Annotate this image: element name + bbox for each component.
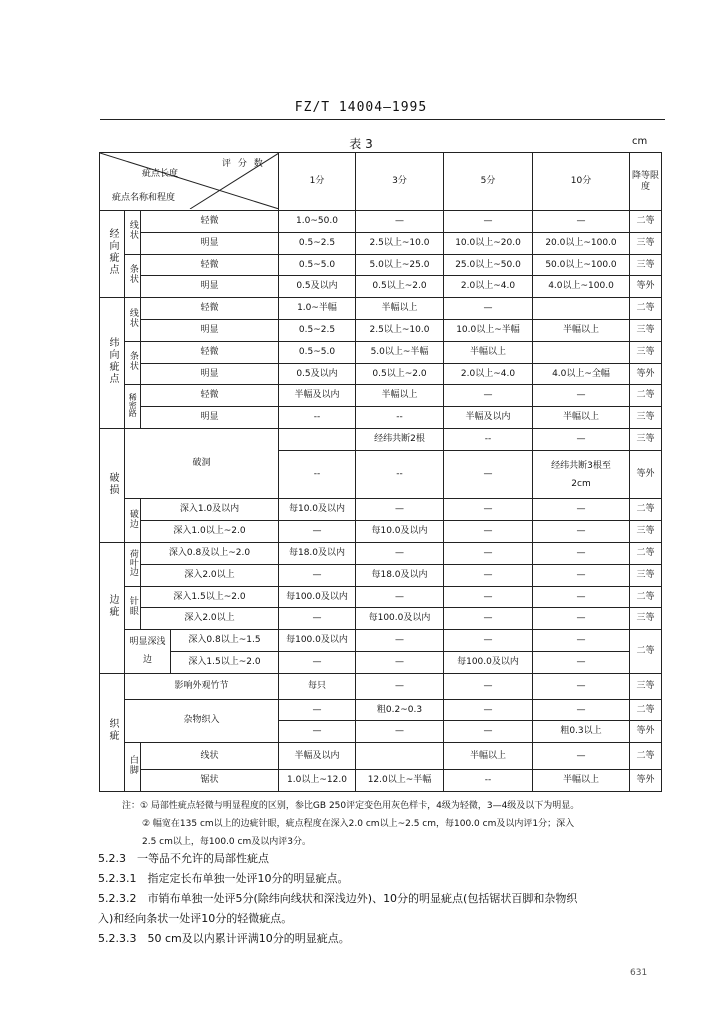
cell: — [533, 586, 630, 608]
cell: 0.5~5.0 [279, 341, 356, 363]
col-header-1: 1分 [279, 153, 356, 211]
cell: 0.5~2.5 [279, 319, 356, 341]
cell: — [533, 673, 630, 699]
cell: — [444, 673, 533, 699]
sub-white-foot: 白脚 [125, 743, 141, 792]
cell: 4.0以上~100.0 [533, 276, 630, 298]
cell: — [444, 630, 533, 652]
cell: — [533, 428, 630, 450]
cell-depth: 深入1.0以上~2.0 [141, 521, 279, 543]
cell: 每10.0及以内 [356, 521, 444, 543]
cell: 5.0以上~25.0 [356, 254, 444, 276]
diag-name-label: 疵点名称和程度 [112, 193, 176, 203]
standard-header: FZ/T 14004—1995 [294, 100, 428, 115]
cell: — [279, 521, 356, 543]
cell: 半幅及以内 [279, 385, 356, 407]
cell-type: 锯状 [141, 770, 279, 792]
level-obvious: 明显 [141, 407, 279, 429]
sub-depth-edge: 明显深浅边 [125, 630, 171, 674]
cell-deduct: 等外 [630, 276, 662, 298]
sub-hole-edge: 破边 [125, 499, 141, 543]
cell-deduct: 等外 [630, 363, 662, 385]
level-light: 轻微 [141, 254, 279, 276]
cell: — [279, 721, 356, 743]
level-light: 轻微 [141, 341, 279, 363]
cell: 每100.0及以内 [356, 608, 444, 630]
sub-lotus-edge: 荷叶边 [125, 542, 141, 586]
cell: — [533, 651, 630, 673]
cell: 每100.0及以内 [444, 651, 533, 673]
category-weft: 纬向疵点 [100, 298, 125, 429]
cell: — [444, 542, 533, 564]
diag-score-label: 评 分 数 [222, 159, 265, 169]
cell: 经纬共断3根至2cm [533, 450, 630, 499]
cell: — [533, 608, 630, 630]
cell: — [444, 499, 533, 521]
col-header-3: 3分 [356, 153, 444, 211]
cell: 2.0以上~4.0 [444, 363, 533, 385]
sub-warp-line: 线状 [125, 211, 141, 255]
cell-type: 线状 [141, 743, 279, 770]
cell: 0.5及以内 [279, 276, 356, 298]
cell-depth: 深入1.0及以内 [141, 499, 279, 521]
note-1: 注：① 局部性疵点轻微与明显程度的区别，参比GB 250评定变色用灰色样卡，4级为轻微，3—4级及以下为明显。 [122, 801, 580, 811]
col-header-deduct: 降等限度 [630, 153, 662, 211]
cell: — [279, 651, 356, 673]
cell: 25.0以上~50.0 [444, 254, 533, 276]
category-warp: 经向疵点 [100, 211, 125, 298]
cell: 半幅以上 [533, 770, 630, 792]
cell: -- [444, 770, 533, 792]
cell-deduct: 三等 [630, 232, 662, 254]
cell-deduct: 等外 [630, 721, 662, 743]
cell: — [356, 586, 444, 608]
section-5-2-3-2-continued: 入)和经向条状一处评10分的轻微疵点。 [98, 912, 293, 925]
cell: 1.0以上~12.0 [279, 770, 356, 792]
section-5-2-3: 5.2.3 一等品不允许的局部性疵点 [98, 852, 269, 865]
cell [279, 428, 356, 450]
cell: 12.0以上~半幅 [356, 770, 444, 792]
cell: — [444, 608, 533, 630]
cell: 10.0以上~半幅 [444, 319, 533, 341]
sub-warp-strip: 条状 [125, 254, 141, 298]
cell-deduct: 二等 [630, 586, 662, 608]
sub-weft-sparse: 稀密路 [125, 385, 141, 429]
cell-deduct: 二等 [630, 542, 662, 564]
sub-needle-eye: 针眼 [125, 586, 141, 630]
section-5-2-3-1: 5.2.3.1 指定定长布单独一处评10分的明显疵点。 [98, 872, 349, 885]
cell: 20.0以上~100.0 [533, 232, 630, 254]
cell: 每18.0及以内 [279, 542, 356, 564]
cell: 半幅以上 [533, 319, 630, 341]
diagonal-header-cell [100, 153, 279, 211]
cell: — [444, 450, 533, 499]
cell: — [533, 743, 630, 770]
cell: — [356, 499, 444, 521]
cell: — [356, 651, 444, 673]
cell: 每100.0及以内 [279, 586, 356, 608]
diag-length-label: 疵点长度 [142, 169, 179, 179]
sub-weft-line: 线状 [125, 298, 141, 342]
level-obvious: 明显 [141, 319, 279, 341]
header-rule [100, 119, 665, 120]
cell: 半幅以上 [444, 341, 533, 363]
cell-deduct: 三等 [630, 428, 662, 450]
cell: — [356, 542, 444, 564]
level-obvious: 明显 [141, 232, 279, 254]
cell: 50.0以上~100.0 [533, 254, 630, 276]
cell: — [533, 542, 630, 564]
level-light: 轻微 [141, 385, 279, 407]
col-header-5: 5分 [444, 153, 533, 211]
cell: 2.0以上~4.0 [444, 276, 533, 298]
cell-deduct: 三等 [630, 564, 662, 586]
cell: — [279, 699, 356, 721]
cell: — [533, 211, 630, 233]
cell: 2.5以上~10.0 [356, 232, 444, 254]
cell: 每100.0及以内 [279, 630, 356, 652]
cell-depth: 深入2.0以上 [141, 564, 279, 586]
cell: 10.0以上~20.0 [444, 232, 533, 254]
foreign-matter-label: 杂物织入 [125, 699, 279, 743]
cell: -- [356, 407, 444, 429]
level-light: 轻微 [141, 211, 279, 233]
cell: — [533, 499, 630, 521]
cell: -- [444, 428, 533, 450]
cell: 5.0以上~半幅 [356, 341, 444, 363]
cell: — [356, 721, 444, 743]
cell-deduct: 二等 [630, 298, 662, 320]
sub-weft-strip: 条状 [125, 341, 141, 385]
cell: 半幅以上 [356, 385, 444, 407]
cell-deduct: 三等 [630, 673, 662, 699]
cell [533, 341, 630, 363]
cell: 0.5及以内 [279, 363, 356, 385]
category-damage: 破损 [100, 428, 125, 542]
cell: — [533, 699, 630, 721]
cell-deduct: 二等 [630, 743, 662, 770]
cell: — [444, 521, 533, 543]
cell-deduct: 等外 [630, 770, 662, 792]
cell-depth: 深入1.5以上~2.0 [171, 651, 279, 673]
cell-deduct: 二等 [630, 211, 662, 233]
level-obvious: 明显 [141, 363, 279, 385]
cell: — [356, 211, 444, 233]
cell: — [279, 608, 356, 630]
cell: 半幅以上 [356, 298, 444, 320]
cell-deduct: 三等 [630, 608, 662, 630]
cell: — [444, 699, 533, 721]
cell-deduct: 二等 [630, 630, 662, 674]
cell: — [533, 385, 630, 407]
category-weave: 织疵 [100, 673, 125, 791]
cell [356, 743, 444, 770]
page-number: 631 [630, 968, 648, 978]
note-2: ② 幅宽在135 cm以上的边疵针眼，疵点程度在深入2.0 cm以上~2.5 cm，每100.0 cm及以内评1分；深入 [142, 819, 575, 829]
defect-score-table [99, 152, 662, 792]
cell: -- [356, 450, 444, 499]
cell-deduct: 二等 [630, 699, 662, 721]
cell: 半幅以上 [444, 743, 533, 770]
cell-deduct: 三等 [630, 341, 662, 363]
cell: — [444, 586, 533, 608]
bamboo-joint-label: 影响外观竹节 [125, 673, 279, 699]
level-light: 轻微 [141, 298, 279, 320]
cell-deduct: 三等 [630, 521, 662, 543]
cell: 每10.0及以内 [279, 499, 356, 521]
cell-depth: 深入2.0以上 [141, 608, 279, 630]
cell: 0.5以上~2.0 [356, 363, 444, 385]
cell: — [533, 564, 630, 586]
table-title: 表 3 [349, 137, 373, 151]
cell: 半幅以上 [533, 407, 630, 429]
cell: — [444, 564, 533, 586]
cell: 粗0.2~0.3 [356, 699, 444, 721]
cell: — [279, 564, 356, 586]
cell: 0.5以上~2.0 [356, 276, 444, 298]
cell-deduct: 三等 [630, 254, 662, 276]
cell: 每只 [279, 673, 356, 699]
cell: 0.5~2.5 [279, 232, 356, 254]
cell-depth: 深入0.8及以上~2.0 [141, 542, 279, 564]
cell: — [444, 298, 533, 320]
cell-deduct: 二等 [630, 385, 662, 407]
cell: 4.0以上~全幅 [533, 363, 630, 385]
cell: 1.0~半幅 [279, 298, 356, 320]
cell: 每18.0及以内 [356, 564, 444, 586]
cell-depth: 深入0.8以上~1.5 [171, 630, 279, 652]
cell: 0.5~5.0 [279, 254, 356, 276]
level-obvious: 明显 [141, 276, 279, 298]
cell: 半幅及以内 [444, 407, 533, 429]
cell [533, 298, 630, 320]
cell: 2.5以上~10.0 [356, 319, 444, 341]
cell: — [444, 721, 533, 743]
section-5-2-3-2: 5.2.3.2 市销布单独一处评5分(除纬向线状和深浅边外)、10分的明显疵点(包括锯状百脚和杂物织 [98, 892, 578, 905]
cell: — [356, 630, 444, 652]
cell: — [533, 521, 630, 543]
cell-deduct: 三等 [630, 407, 662, 429]
cell: 半幅及以内 [279, 743, 356, 770]
cell: -- [279, 450, 356, 499]
section-5-2-3-3: 5.2.3.3 50 cm及以内累计评满10分的明显疵点。 [98, 932, 350, 945]
cell: — [444, 211, 533, 233]
cell: 1.0~50.0 [279, 211, 356, 233]
cell-deduct: 三等 [630, 319, 662, 341]
cell: 经纬共断2根 [356, 428, 444, 450]
cell: — [356, 673, 444, 699]
cell-depth: 深入1.5以上~2.0 [141, 586, 279, 608]
cell: — [533, 630, 630, 652]
cell: -- [279, 407, 356, 429]
hole-label: 破洞 [125, 428, 279, 499]
unit-label: cm [632, 136, 648, 147]
note-2-continued: 2.5 cm以上，每100.0 cm及以内评3分。 [142, 837, 311, 847]
cell-deduct: 二等 [630, 499, 662, 521]
cell: — [444, 385, 533, 407]
cell-deduct: 等外 [630, 450, 662, 499]
col-header-10: 10分 [533, 153, 630, 211]
cell: 粗0.3以上 [533, 721, 630, 743]
category-edge: 边疵 [100, 542, 125, 673]
